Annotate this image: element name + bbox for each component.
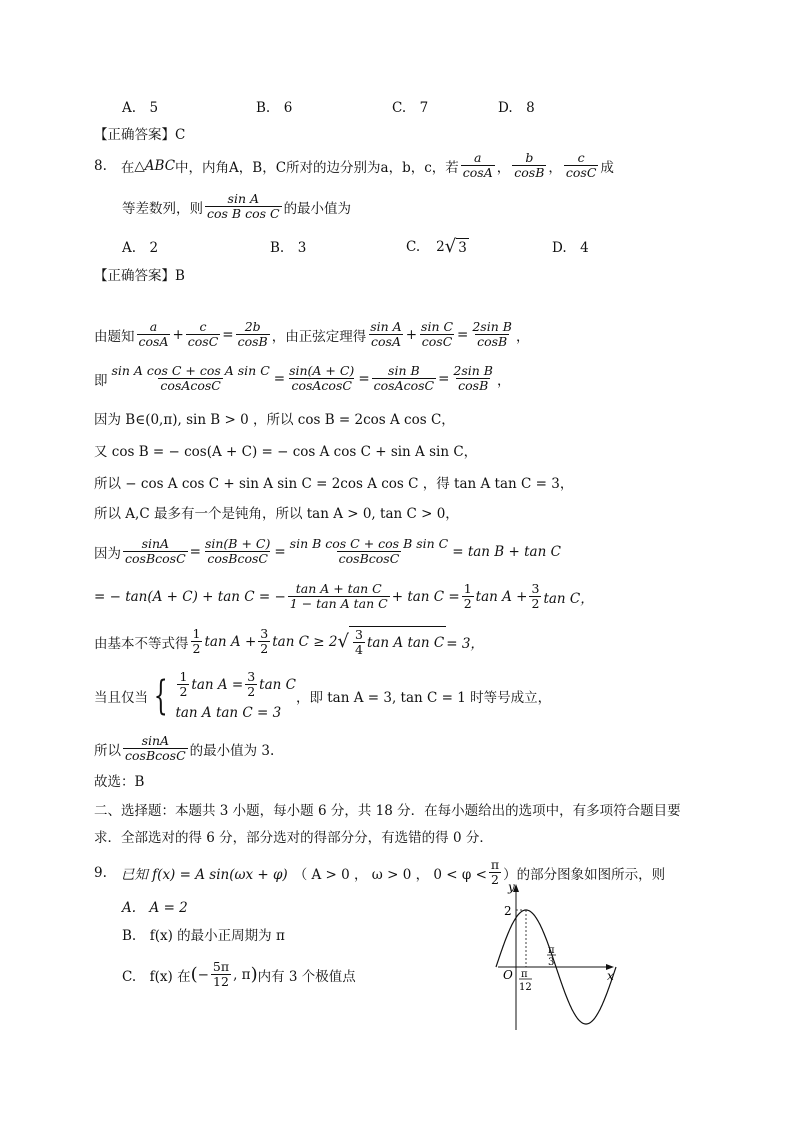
q8-stem-mid: 中，内角A，B，C所对的边分别为a，b，c，若: [175, 159, 459, 176]
q7-option-a: A. 5: [122, 100, 159, 116]
q8-stem-line2: [122, 192, 351, 221]
origin-label: O: [503, 968, 513, 982]
q9-stem: 9. 已知 f(x) = A sin(ωx + φ) （ A > 0 ， ω > 0 ， 0 < φ < $\frac{\pi}{2}$ ）的部分图象如图所示，则: [94, 857, 666, 887]
tick-pi-12-num: π: [521, 969, 528, 980]
sol-line-6: 所以 A,C 最多有一个是钝角，所以 tan A > 0, tan C > 0，: [94, 506, 459, 522]
sol-line-2: 即 $\frac{\text{sin A cos C + cos A sin C}}{\text{cosAcosC}}$ = $\frac{\sin(A + C)}{\text{cosAcosC}}$ = $\frac{\text{sin B}}{\text{cosAcosC}}$ = $\frac{\text{2sin B}}{\cos B}$ ，: [94, 363, 511, 393]
section2-line2: 求．全部选对的得 6 分，部分选对的得部分分，有选错的得 0 分．: [94, 830, 493, 846]
q8-number: 8.: [94, 157, 107, 174]
q8-triangle: △ABC: [134, 157, 176, 174]
q7-option-b: B. 6: [256, 100, 293, 116]
tick-pi-3-den: 3: [548, 957, 555, 968]
sol-line-4: 又 cos B = − cos(A + C) = − cos A cos C + sin A sin C，: [94, 444, 478, 460]
q8-stem-line1: 8. 在 △ABC 中，内角A，B，C所对的边分别为a，b，c，若 $\frac{a}{\cos A}$ ， $\frac{b}{\cos B}$ ， $\frac{c}{\cos C}$ 成: [94, 150, 614, 180]
max-label: 2: [504, 904, 512, 918]
q9-option-c: C. f(x) 在 ( − $\frac{5\pi}{12}$ , π ) 内有 3 个极值点: [122, 959, 356, 989]
sol-line-5: 所以 − cos A cos C + sin A sin C = 2cos A cos C ，得 tan A tan C = 3，: [94, 476, 574, 492]
q8-answer: 【正确答案】B: [94, 268, 185, 284]
sol-line-1: 由题知 $\frac{a}{\cos A}$ + $\frac{c}{\cos C}$ = $\frac{2b}{\cos B}$ ，由正弦定理得 $\frac{\text{sin A}}{\cos A}$ + $\frac{\text{sin C}}{\cos C}$ = $\frac{\text{2sin B}}{\cos B}$ ，: [94, 319, 530, 349]
q9-option-a: A. A = 2: [122, 900, 188, 916]
tick-pi-3-num: π: [548, 945, 555, 956]
y-label: y: [508, 880, 515, 894]
q9-function-graph: [490, 880, 620, 1035]
q7-option-d: D. 8: [498, 100, 535, 116]
sol-line-9: 由基本不等式得 $\frac{1}{2}$ tan A + $\frac{3}{2}$ tan C ≥ 2 √ $\frac{3}{4}$ tan A tan C = 3，: [94, 626, 484, 657]
tick-pi-12-den: 12: [519, 982, 532, 993]
q8-target-fraction: $\frac{\text{sin A}}{\text{cos B cos C}}$: [207, 191, 280, 221]
q8-fraction-b: $\frac{b}{\cos B}$: [514, 150, 545, 180]
q8-fraction-c: $\frac{c}{\cos C}$: [565, 150, 597, 180]
q9-option-b: B. f(x) 的最小正周期为 π: [122, 928, 285, 944]
sol-line-11: 所以 $\frac{\sin A}{\text{cosBcosC}}$ 的最小值为 3.: [94, 733, 275, 763]
section2-line1: 二、选择题：本题共 3 小题，每小题 6 分，共 18 分．在每小题给出的选项中，有多项符合题目要: [94, 803, 681, 819]
sol-line-8: = − tan(A + C) + tan C = − $\frac{\text{tan A + tan C}}{\text{1 − tan A tan C}}$ + tan C = $\frac{1}{2}$ tan A + $\frac{3}{2}$ tan C，: [94, 581, 594, 611]
sol-line-12: 故选：B: [94, 774, 145, 790]
sol-line-3: 因为 B∈(0,π), sin B > 0 ，所以 cos B = 2cos A cos C，: [94, 412, 455, 428]
q8-line2-post: 的最小值为: [283, 200, 352, 217]
sol-line-7: 因为 $\frac{\sin A}{\text{cosBcosC}}$ = $\frac{\sin(B + C)}{\text{cosBcosC}}$ = $\frac{\text{sin B cos C + cos B sin C}}{\text{cosBcosC}}$ = tan B + tan C: [94, 536, 561, 566]
q8-option-c: C. 2 √ 3: [406, 236, 467, 257]
q8-stem-pre: 在: [120, 159, 135, 176]
sol-line-10: 当且仅当 { $\frac{1}{2}$ tan A = $\frac{3}{2}$ tan C tan A tan C = 3 ，即 tan A = 3, tan C = 1 时等号成立，: [94, 669, 552, 721]
q8-option-a: A. 2: [122, 240, 159, 256]
x-label: x: [607, 969, 614, 983]
q8-option-d: D. 4: [552, 240, 589, 256]
q8-option-b: B. 3: [270, 240, 307, 256]
q8-stem-end: 成: [600, 159, 614, 176]
q7-answer: 【正确答案】C: [94, 127, 186, 143]
q8-fraction-a: $\frac{a}{\cos A}$: [462, 150, 493, 180]
q7-option-c: C. 7: [392, 100, 429, 116]
q8-line2-pre: 等差数列，则: [122, 200, 203, 217]
